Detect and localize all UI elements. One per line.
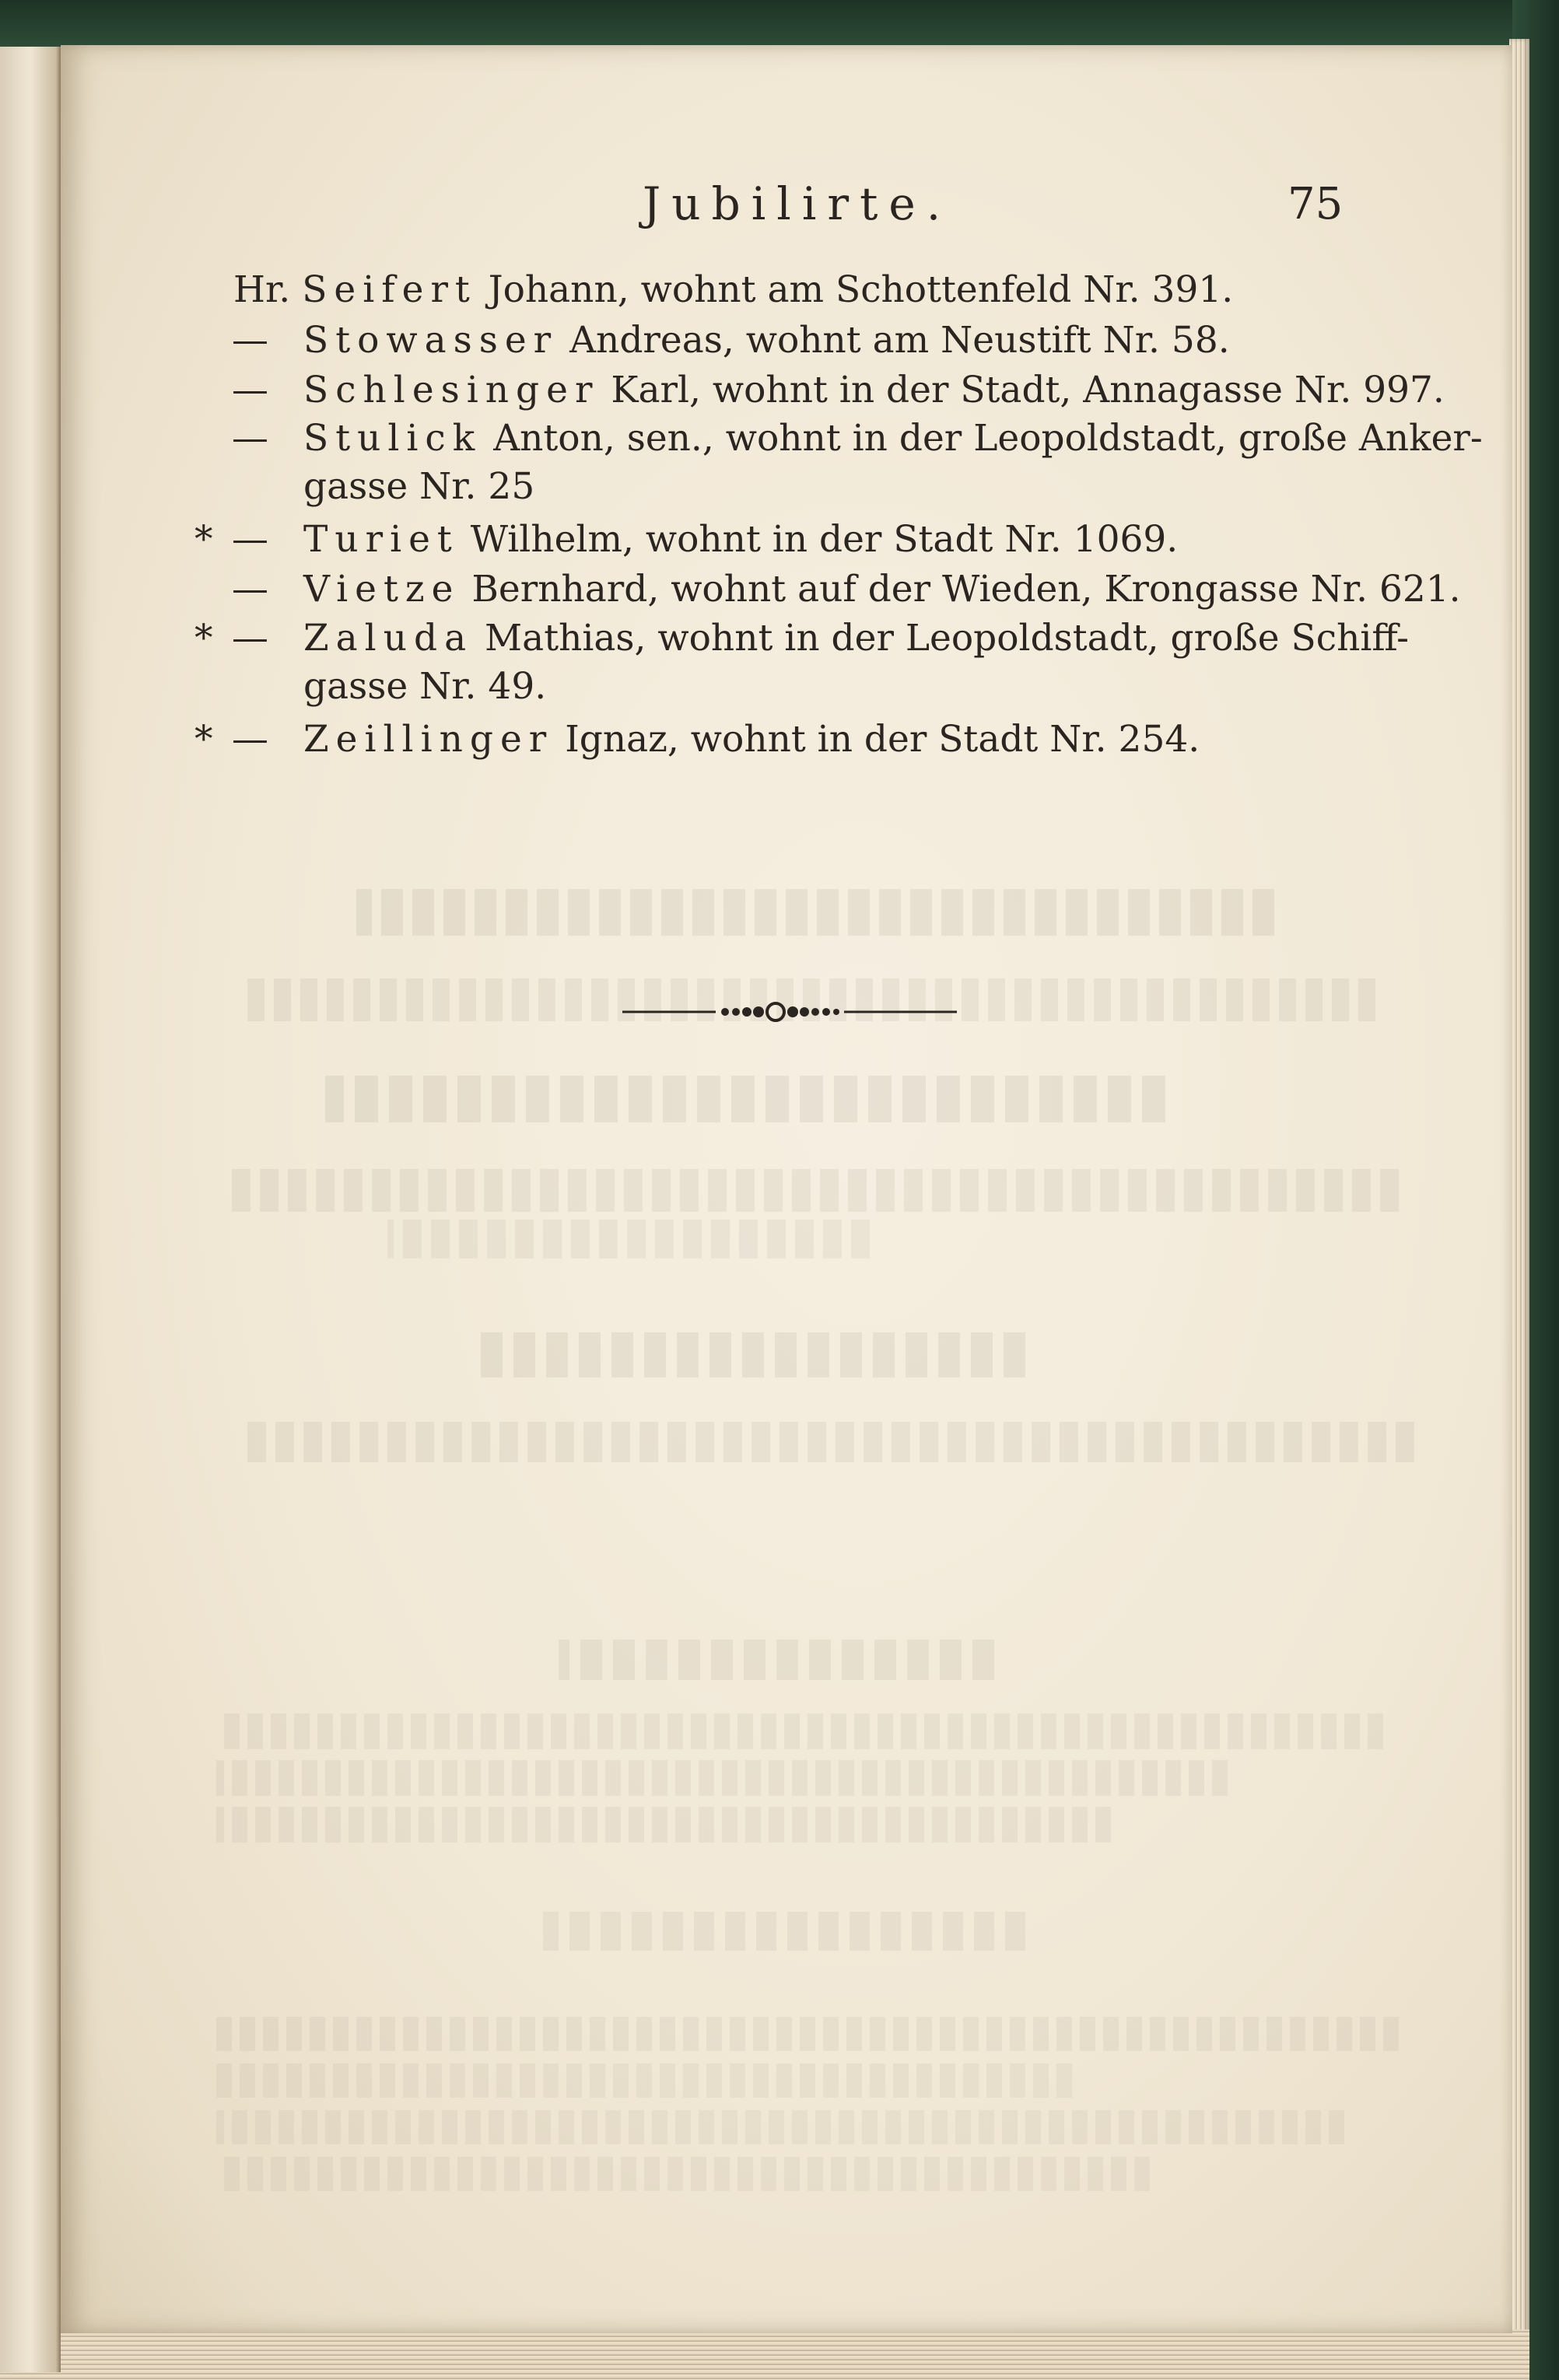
ornament-rule-icon — [622, 1000, 957, 1024]
list-item — [61, 718, 1512, 765]
entry-details: Wilhelm, wohnt in der Stadt Nr. 1069. — [470, 518, 1179, 561]
entry-surname: Schlesinger — [303, 369, 600, 411]
show-through-texture — [216, 2110, 1344, 2144]
entry-surname: Stulick — [303, 417, 482, 460]
entry-details: Anton, sen., wohnt in der Leopoldstadt, große Anker- — [493, 417, 1483, 460]
entry-line — [303, 417, 1483, 460]
entry-asterisk: * — [194, 718, 213, 761]
show-through-texture — [559, 1640, 994, 1680]
entry-dash: — — [232, 319, 268, 362]
entry-prefix: Hr. — [233, 268, 291, 311]
entry-asterisk: * — [194, 518, 213, 561]
list-item — [61, 369, 1512, 415]
entry-line — [303, 568, 1461, 611]
entry-line — [303, 518, 1178, 561]
show-through-texture — [216, 1713, 1383, 1749]
entry-details: Johann, wohnt am Schottenfeld Nr. 391. — [488, 268, 1234, 311]
entry-dash: — — [232, 518, 268, 561]
entry-dash: — — [232, 718, 268, 761]
list-item — [61, 417, 1512, 464]
list-item — [61, 568, 1512, 614]
entry-dash: — — [232, 417, 268, 460]
entry-line — [303, 319, 1230, 362]
show-through-texture — [325, 1076, 1165, 1122]
entry-continuation: gasse Nr. 49. — [303, 665, 547, 708]
entry-surname: Vietze — [303, 568, 461, 611]
list-item — [61, 518, 1512, 565]
facing-page-strip — [0, 47, 61, 2372]
entry-surname: Zaluda — [303, 617, 474, 660]
running-head: Jubilirte. — [643, 177, 952, 230]
entry-line — [303, 718, 1200, 761]
page-number: 75 — [1287, 179, 1344, 229]
entry-continuation: gasse Nr. 25 — [303, 465, 535, 508]
entry-surname: Seifert — [302, 268, 477, 311]
show-through-texture — [247, 1422, 1414, 1462]
entry-details: Mathias, wohnt in der Leopoldstadt, große Schiff- — [485, 617, 1409, 660]
entry-asterisk: * — [194, 617, 213, 660]
entry-dash: — — [232, 568, 268, 611]
entry-details: Ignaz, wohnt in der Stadt Nr. 254. — [565, 718, 1200, 761]
page — [61, 45, 1512, 2333]
show-through-texture — [356, 889, 1274, 936]
entry-line — [303, 369, 1445, 411]
show-through-texture — [232, 1169, 1399, 1212]
entry-surname: Stowasser — [303, 319, 559, 362]
list-item — [61, 319, 1512, 366]
entry-details: Bernhard, wohnt auf der Wieden, Krongasse Nr. 621. — [471, 568, 1461, 611]
entry-line — [233, 268, 1233, 311]
entry-details: Karl, wohnt in der Stadt, Annagasse Nr. 997. — [611, 369, 1445, 411]
show-through-texture — [387, 1220, 870, 1258]
page-edges-bottom — [0, 2329, 1529, 2380]
list-item — [61, 268, 1512, 315]
show-through-texture — [543, 1912, 1025, 1951]
show-through-texture — [216, 1760, 1228, 1796]
entry-details: Andreas, wohnt am Neustift Nr. 58. — [569, 319, 1230, 362]
show-through-texture — [216, 2063, 1072, 2098]
entry-surname: Zeillinger — [303, 718, 554, 761]
show-through-texture — [216, 1807, 1111, 1843]
entry-dash: — — [232, 369, 268, 411]
list-item — [61, 617, 1512, 663]
show-through-texture — [216, 2157, 1150, 2191]
show-through-texture — [481, 1332, 1025, 1377]
show-through-texture — [216, 2017, 1399, 2051]
entry-surname: Turiet — [303, 518, 459, 561]
entry-line — [303, 617, 1409, 660]
entry-dash: — — [232, 617, 268, 660]
